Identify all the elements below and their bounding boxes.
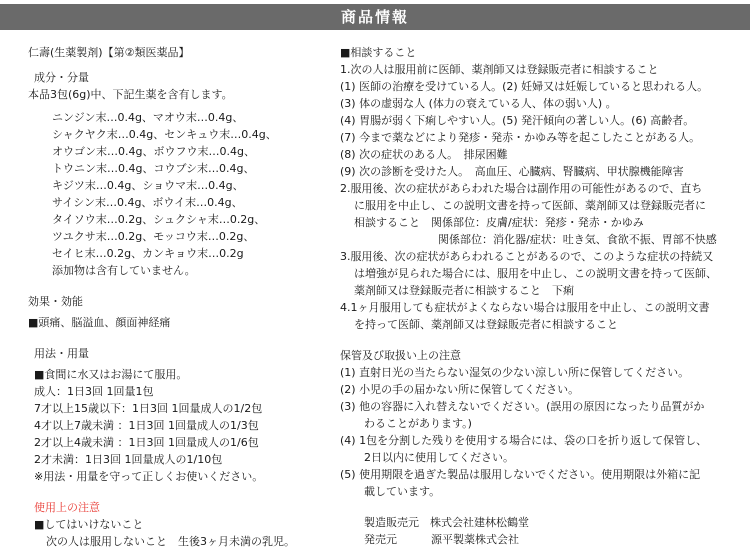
dosage-line: 2才未満：1日3回 1回量成人の1/10包 — [34, 453, 223, 466]
seller-line — [340, 531, 740, 548]
consult-line: (3) 体の虚弱な人 (体力の衰えている人、体の弱い人) 。 — [340, 97, 617, 110]
section-header — [0, 4, 750, 30]
ingredient-line: セイヒ末…0.2g、カンキョウ末…0.2g — [52, 247, 244, 260]
storage-heading: 保管及び取扱い上の注意 — [340, 349, 461, 362]
consult-list — [340, 61, 740, 333]
storage-line: (3) 他の容器に入れ替えないでください。(誤用の原因になったり品質がか — [340, 400, 705, 413]
consult-line: 2.服用後、次の症状があらわれた場合は副作用の可能性があるので、直ち — [340, 182, 703, 195]
ingredient-line: 添加物は含有していません。 — [52, 264, 196, 277]
consult-line: に服用を中止し、この説明文書を持って医師、薬剤師又は登録販売者に — [354, 199, 706, 212]
storage-line: (1) 直射日光の当たらない湿気の少ない涼しい所に保管してください。 — [340, 366, 690, 379]
consult-line: (1) 医師の治療を受けている人。(2) 妊婦又は妊娠していると思われる人。 — [340, 80, 709, 93]
consult-line: (9) 次の診断を受けた人。 高血圧、心臓病、腎臓病、甲状腺機能障害 — [340, 165, 684, 178]
seller-label: 発売元 — [364, 533, 397, 546]
consult-line: (4) 胃腸が弱く下痢しやすい人。(5) 発汗傾向の著しい人。(6) 高齢者。 — [340, 114, 695, 127]
consult-line: を持って医師、薬剤師又は登録販売者に相談すること — [354, 318, 618, 331]
ingredients-intro: 本品3包(6g)中、下記生薬を含有します。 — [28, 88, 233, 101]
storage-line: わることがあります。) — [364, 417, 472, 430]
storage-line: (5) 使用期限を過ぎた製品は服用しないでください。使用期限は外箱に記 — [340, 468, 701, 481]
storage-line: (4) 1包を分割した残りを使用する場合には、袋の口を折り返して保管し、 — [340, 434, 708, 447]
consult-line: 薬剤師又は登録販売者に相談すること 下痢 — [354, 284, 574, 297]
consult-line: 3.服用後、次の症状があらわれることがあるので、このような症状の持続又 — [340, 250, 714, 263]
efficacy-heading: 効果・効能 — [28, 295, 83, 308]
consult-line: 4.1ヶ月服用しても症状がよくならない場合は服用を中止し、この説明文書 — [340, 301, 710, 314]
ingredients-heading: 成分・分量 — [34, 71, 89, 84]
storage-line: 載しています。 — [364, 485, 441, 498]
consult-heading: ■相談すること — [340, 46, 417, 59]
ingredient-line: サイシン末…0.4g、ボウイ末…0.4g、 — [52, 196, 243, 209]
consult-line: は増強が見られた場合には、服用を中止し、この説明文書を持って医師、 — [354, 267, 717, 280]
dosage-intro: ■食間に水又はお湯にて服用。 — [34, 368, 188, 381]
ingredient-line: シャクヤク末…0.4g、センキュウ末…0.4g、 — [52, 128, 277, 141]
manufacturer-name: 株式会社建林松鶴堂 — [430, 516, 529, 529]
efficacy-text: ■頭痛、脳溢血、顔面神経痛 — [28, 316, 171, 329]
left-column — [28, 44, 333, 550]
ingredient-line: キジツ末…0.4g、ショウマ末…0.4g、 — [52, 179, 244, 192]
page-title: 商品情報 — [340, 8, 409, 26]
dosage-line: 2才以上4歳未満 ：1日3回 1回量成人の1/6包 — [34, 436, 259, 449]
manufacturer-line — [340, 514, 740, 531]
storage-line: (2) 小児の手の届かない所に保管してください。 — [340, 383, 580, 396]
ingredient-line: ツユクサ末…0.2g、モッコウ末…0.2g、 — [52, 230, 255, 243]
storage-list — [340, 364, 740, 500]
product-name: 仁壽(生薬製剤)【第②類医薬品】 — [28, 46, 190, 59]
ingredient-line: ニンジン末…0.4g、マオウ末…0.4g、 — [52, 111, 244, 124]
dosage-line: 4才以上7歳未満 ：1日3回 1回量成人の1/3包 — [34, 419, 259, 432]
storage-line: 2日以内に使用してください。 — [364, 451, 514, 464]
consult-line: 1.次の人は服用前に医師、薬剤師又は登録販売者に相談すること — [340, 63, 659, 76]
ingredients-list — [28, 109, 333, 279]
manufacturer-label: 製造販売元 — [364, 516, 419, 529]
caution-heading: 使用上の注意 — [34, 501, 100, 514]
ingredient-line: オウゴン末…0.4g、ボウフウ末…0.4g、 — [52, 145, 255, 158]
seller-name: 源平製薬株式会社 — [431, 533, 519, 546]
ingredient-line: トウニン末…0.4g、コウブシ末…0.4g、 — [52, 162, 255, 175]
consult-line: (8) 次の症状のある人。 排尿困難 — [340, 148, 508, 161]
caution-subheading: ■してはいけないこと — [34, 518, 144, 531]
right-column — [340, 44, 740, 548]
dosage-line: 7才以上15歳以下：1日3回 1回量成人の1/2包 — [34, 402, 263, 415]
dosage-heading: 用法・用量 — [34, 347, 89, 360]
consult-line: 関係部位：消化器/症状：吐き気、食欲不振、胃部不快感 — [438, 233, 717, 246]
ingredient-line: タイソウ末…0.2g、シュクシャ末…0.2g、 — [52, 213, 266, 226]
consult-line: (7) 今まで薬などにより発疹・発赤・かゆみ等を起こしたことがある人。 — [340, 131, 701, 144]
dosage-list — [28, 383, 333, 485]
consult-line: 相談すること 関係部位：皮膚/症状：発疹・発赤・かゆみ — [354, 216, 644, 229]
caution-text: 次の人は服用しないこと 生後3ヶ月未満の乳児。 — [46, 535, 295, 548]
dosage-line: ※用法・用量を守って正しくお使いください。 — [34, 470, 264, 483]
dosage-line: 成人：1日3回 1回量1包 — [34, 385, 154, 398]
